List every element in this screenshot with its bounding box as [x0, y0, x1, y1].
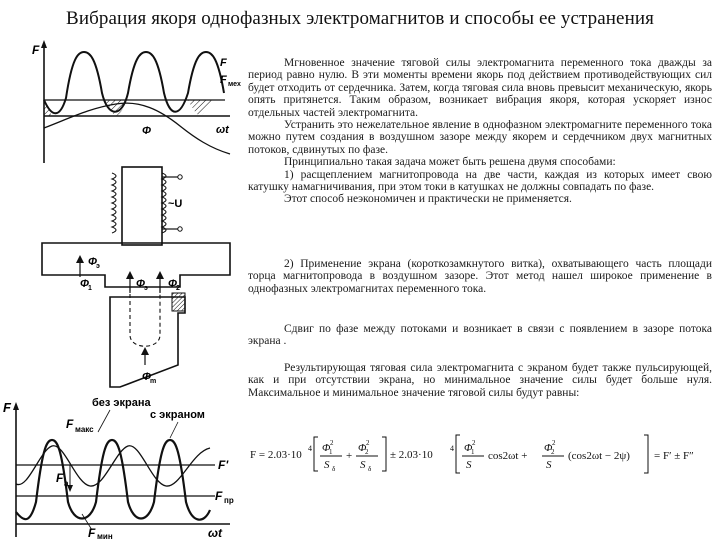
- text-block-bottom: [248, 362, 712, 399]
- text-block-top: [248, 57, 712, 206]
- y-label-F: F: [32, 43, 40, 57]
- label-wt: ωt: [208, 526, 223, 540]
- delta1: δ: [332, 465, 336, 473]
- label-Fa: F: [56, 471, 64, 485]
- label-phiM: Φ: [142, 371, 152, 383]
- flux-loop: [130, 287, 160, 346]
- top-waveform-diagram: [30, 38, 245, 168]
- bracket-left: [314, 437, 318, 471]
- magnet-diagram: [30, 165, 245, 390]
- phi2-sq: 2: [366, 439, 370, 447]
- label-Fprime: F': [218, 458, 229, 472]
- flux-arrow-head: [76, 255, 84, 263]
- text-block-middle: [248, 258, 712, 295]
- label-phi3: Φ: [88, 256, 98, 268]
- formula-lhs: F = 2.03·10: [250, 449, 302, 461]
- hatch-region: [188, 100, 212, 116]
- label-phi1: Φ: [80, 278, 90, 290]
- paragraph: Мгновенное значение тяговой силы электромагнита переменного тока дважды за период равно нулю. В эти моменты времени якорь под действием противодействующих сил будет отходить от сердечника. Затем, когда тяговая сила вновь превысит механическую, якорь опять притянется. Таким образом, возникает вибрация якоря, которая ускоряет износ отдельных частей электромагнита.: [248, 57, 712, 119]
- phi1-sub: 1: [329, 448, 333, 456]
- phi1-sq: 2: [330, 439, 334, 447]
- phi2b-sq: 2: [552, 439, 556, 447]
- leader-line: [170, 422, 178, 438]
- label-Fmin-sub: мин: [97, 532, 113, 540]
- force-formula: [248, 425, 718, 485]
- shading-ring: [172, 293, 185, 311]
- label-phiE: Φ: [136, 278, 146, 290]
- y-axis-arrow: [13, 402, 19, 410]
- label-Fmaks: F: [66, 417, 74, 431]
- label-F: F: [220, 57, 227, 69]
- label-phi: Φ: [142, 125, 152, 137]
- coil-windings: [112, 173, 166, 233]
- label-Fmaks-sub: макс: [75, 425, 94, 434]
- formula-mid: ± 2.03·10: [390, 449, 433, 461]
- label-Fpr-sub: пр: [224, 496, 234, 505]
- label-s-ekranom: с экраном: [150, 409, 205, 421]
- label-phi2: Φ: [168, 278, 178, 290]
- flux-arrow-head: [141, 347, 149, 355]
- phi1b-sub: 1: [471, 448, 475, 456]
- formula-exp: 4: [308, 444, 312, 453]
- phi2b: Φ: [544, 442, 553, 454]
- delta2: δ: [368, 465, 372, 473]
- text-block-shift: [248, 323, 712, 348]
- label-Fa-sub: a: [64, 479, 69, 488]
- y-label-F: F: [3, 400, 11, 415]
- terminal: [178, 175, 182, 179]
- slide-title: Вибрация якоря однофазных электромагнитов и способы ее устранения: [66, 8, 654, 29]
- paragraph: Принципиально такая задача может быть решена двумя способами:: [284, 156, 616, 169]
- core-body: [122, 167, 162, 245]
- leader-line: [98, 410, 110, 432]
- cos1: cos2ωt +: [488, 450, 528, 462]
- s2b: S: [546, 459, 552, 471]
- flux-arrow-head: [126, 271, 134, 279]
- bottom-waveform-diagram: [0, 392, 245, 540]
- formula-tail: = F′ ± F″: [654, 450, 694, 462]
- formula-exp2: 4: [450, 444, 454, 453]
- phi2: Φ: [358, 442, 367, 454]
- label-Fmeh: F: [220, 74, 227, 86]
- cos2: (cos2ωt − 2ψ): [568, 450, 630, 462]
- paragraph: Результирующая тяговая сила электромагнита с экраном будет также пульсирующей, как и при отсутствии экрана, но минимальное значение силы будет больше нуля. Максимальное и минимальное значение тяговой силы будут равны:: [248, 362, 712, 399]
- phi2b-sub: 2: [551, 448, 555, 456]
- label-phi1-sub: 1: [88, 285, 92, 292]
- label-wt: ωt: [216, 124, 229, 136]
- label-Fmin: F: [88, 526, 96, 540]
- bracket-right: [382, 437, 386, 471]
- label-phiE-sub: э: [144, 285, 148, 292]
- s1: S: [324, 459, 330, 471]
- paragraph: Устранить это нежелательное явление в однофазном электромагните переменного тока можно путем создания в воздушном зазоре между якорем и сердечником двух магнитных потоков, сдвинутых по фазе.: [248, 119, 712, 156]
- paragraph: 1) расщеплением магнитопровода на две части, каждая из которых имеет свою катушку намагничивания, при этом токи в катушках не должны совпадать по фазе.: [248, 168, 712, 194]
- s2: S: [360, 459, 366, 471]
- phi2-sub: 2: [365, 448, 369, 456]
- label-Fmeh-sub: мех: [228, 81, 241, 88]
- bracket-right-2: [644, 435, 648, 473]
- paragraph: 2) Применение экрана (короткозамкнутого витка), охватывающего часть площади торца магнитопровода в воздушном зазоре. Этот метод нашел широкое применение в однофазных электромагнитах переменного тока.: [248, 258, 712, 295]
- paragraph: Сдвиг по фазе между потоками и возникает в связи с появлением в зазоре потока экрана .: [248, 323, 712, 348]
- label-phiM-sub: m: [150, 378, 157, 385]
- phi1: Φ: [322, 442, 331, 454]
- label-U: ~U: [168, 198, 183, 210]
- phi1b-sq: 2: [472, 439, 476, 447]
- label-Fpr: F: [215, 489, 223, 503]
- phi1b: Φ: [464, 442, 473, 454]
- y-axis-arrow: [41, 40, 47, 48]
- bracket-left-2: [456, 435, 460, 473]
- s1b: S: [466, 459, 472, 471]
- plus: +: [346, 450, 353, 462]
- flux-arrow-head: [156, 271, 164, 279]
- label-phi3-sub: э: [96, 263, 100, 270]
- label-bez: без экрана: [92, 397, 151, 409]
- terminal: [178, 227, 182, 231]
- label-phi2-sub: 2: [176, 285, 180, 292]
- paragraph: Этот способ неэкономичен и практически не применяется.: [284, 193, 572, 206]
